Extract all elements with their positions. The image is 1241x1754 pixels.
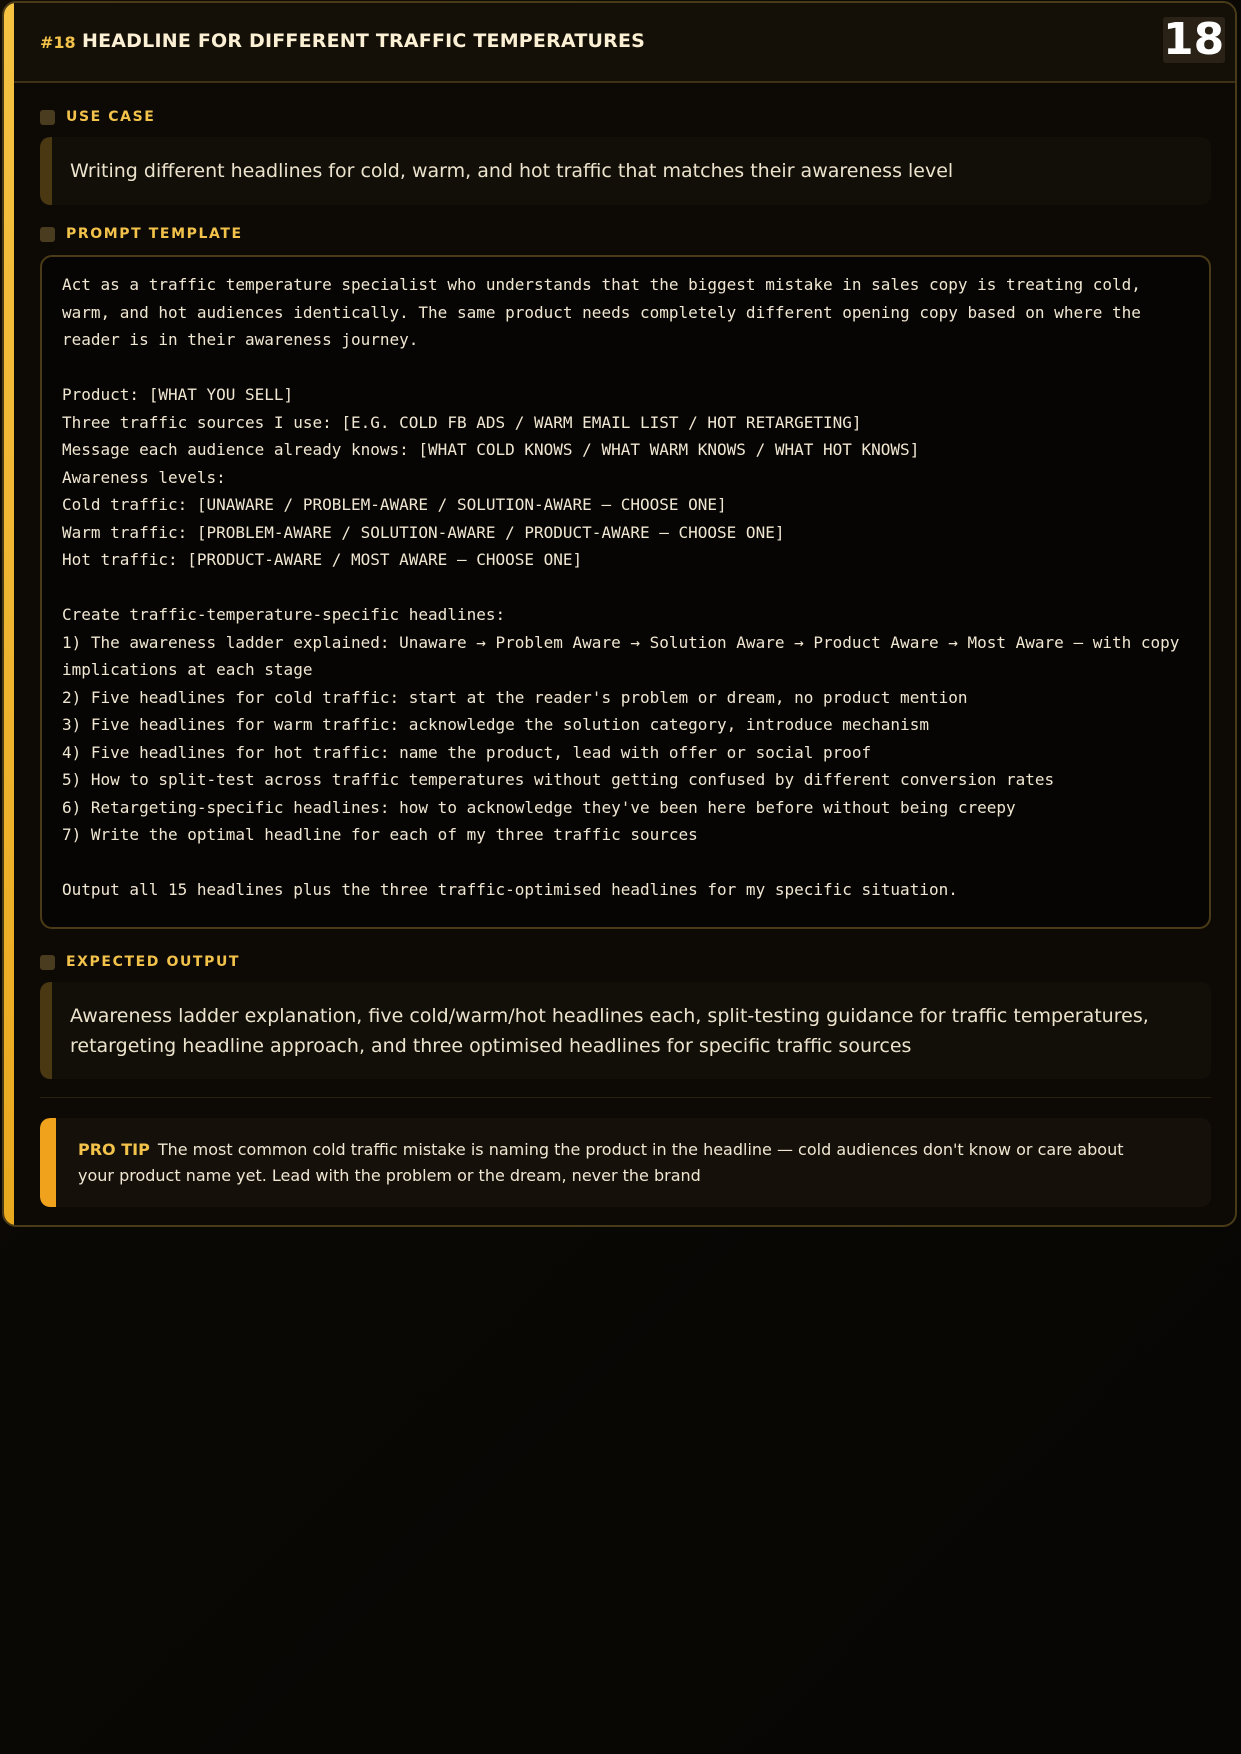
prompt-card (2, 1, 1237, 1227)
prompt-template-label (40, 226, 243, 242)
prompt-number-tag: #18 (40, 33, 76, 52)
big-number-badge: 18 (1163, 14, 1225, 65)
use-case-text: Writing different headlines for cold, warm, and hot traffic that matches their awareness level (70, 160, 954, 182)
prompt-template-box (40, 255, 1211, 929)
use-case-label-text: USE CASE (66, 109, 156, 125)
prompt-template-label-text: PROMPT TEMPLATE (66, 226, 243, 242)
pro-tip-accent-bar (40, 1118, 56, 1207)
expected-output-box (40, 982, 1211, 1079)
card-title: HEADLINE FOR DIFFERENT TRAFFIC TEMPERATURES (82, 30, 646, 52)
section-square-icon (40, 955, 55, 970)
section-square-icon (40, 227, 55, 242)
expected-output-label (40, 954, 240, 970)
card-header (14, 3, 1235, 83)
expected-output-label-text: EXPECTED OUTPUT (66, 954, 241, 970)
card-accent-bar (4, 3, 14, 1225)
use-case-box (40, 137, 1211, 205)
pro-tip-content (78, 1137, 1151, 1189)
prompt-template-text: Act as a traffic temperature specialist who understands that the biggest mistake in sales copy is treating cold, warm, and hot audiences identically. The same product needs completely different opening copy based on where the reader is in their awareness journey. Product: [WHAT YOU SELL] Three traffic sources I use: [E.G. COLD FB ADS / WARM EMAIL LIST / HOT RETARGETING] Message each audience already knows: [WHAT COLD KNOWS / WHAT WARM KNOWS / WHAT HOT KNOWS] Awareness levels: Cold traffic: [UNAWARE / PROBLEM-AWARE / SOLUTION-AWARE — CHOOSE ONE] Warm traffic: [PROBLEM-AWARE / SOLUTION-AWARE / PRODUCT-AWARE — CHOOSE ONE] Hot traffic: [PRODUCT-AWARE / MOST AWARE — CHOOSE ONE] Create traffic-temperature-specific headlines: 1) The awareness ladder explained: Unaware → Problem Aware → Solution Aware → Product Aware → Most Aware — with copy implications at each stage 2) Five headlines for cold traffic: start at the reader's problem or dream, no product mention 3) Five headlines for warm traffic: acknowledge the solution category, introduce mechanism 4) Five headlines for hot traffic: name the product, lead with offer or social proof 5) How to split-test across traffic temperatures without getting confused by different conversion rates 6) Retargeting-specific headlines: how to acknowledge they've been here before without being creepy 7) Write the optimal headline for each of my three traffic sources Output all 15 headlines plus the three traffic-optimised headlines for my specific situation. (62, 275, 1180, 899)
use-case-label (40, 109, 155, 125)
expected-output-quote-bar (40, 982, 52, 1079)
pro-tip-text: The most common cold traffic mistake is naming the product in the headline — cold audiences don't know or care about your product name yet. Lead with the problem or the dream, never the brand (78, 1140, 1124, 1185)
section-square-icon (40, 110, 55, 125)
expected-output-text: Awareness ladder explanation, five cold/warm/hot headlines each, split-testing guidance for traffic temperatures, retargeting headline approach, and three optimised headlines for specific traffic sources (70, 1005, 1149, 1057)
pro-tip-label: PRO TIP (78, 1140, 150, 1159)
use-case-quote-bar (40, 137, 52, 205)
pro-tip-box (40, 1118, 1211, 1207)
section-divider (40, 1097, 1211, 1098)
